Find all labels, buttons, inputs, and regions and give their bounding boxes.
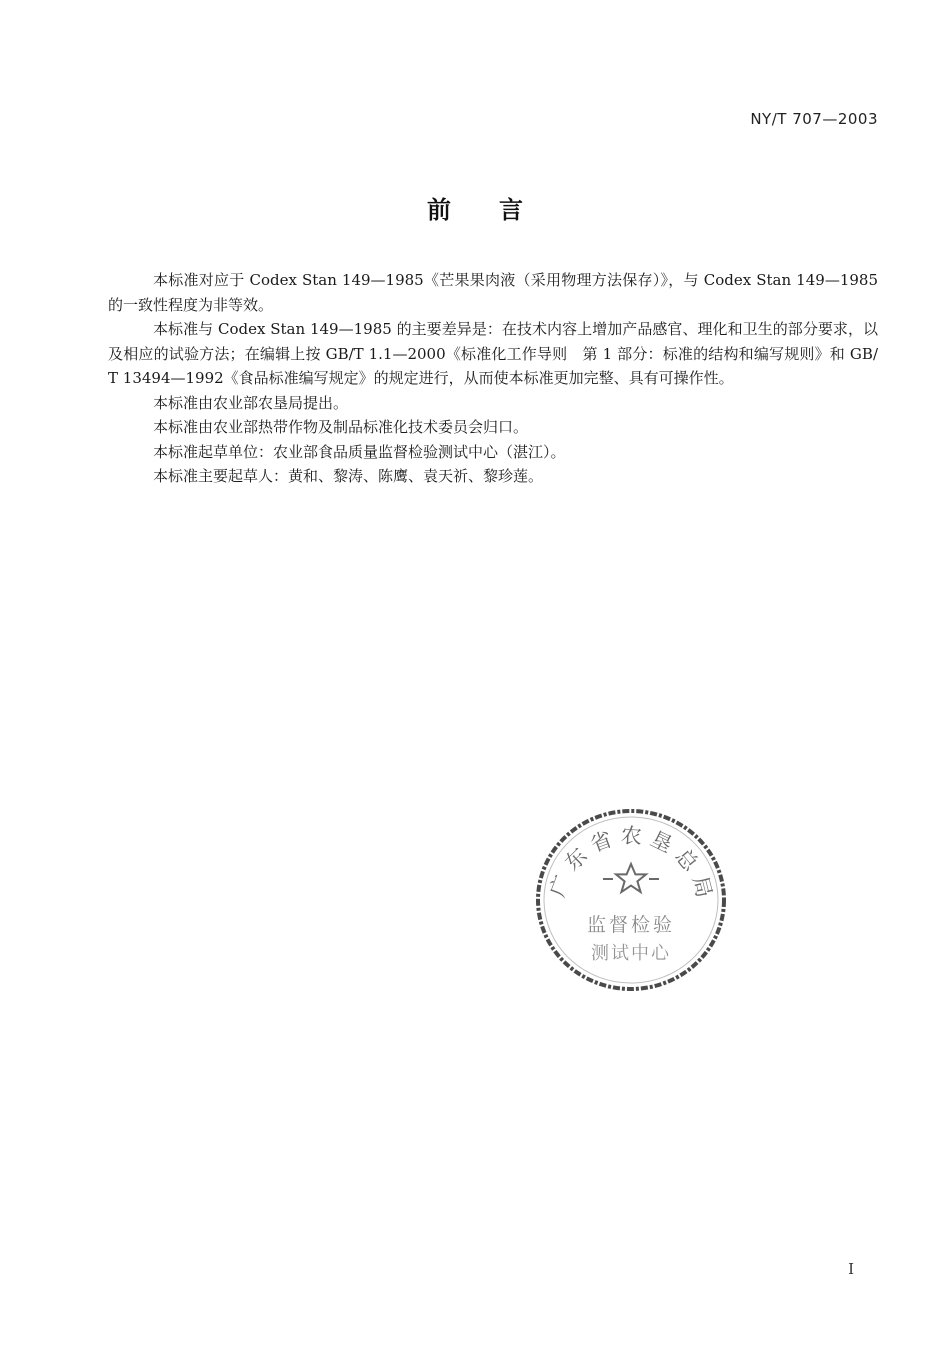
paragraph-differences: 本标准与 Codex Stan 149—1985 的主要差异是：在技术内容上增加产品感官、理化和卫生的部分要求，以及相应的试验方法；在编辑上按 GB/T 1.1—2000《标准化工作导则 第 1 部分：标准的结构和编写规则》和 GB/T 13494—1992《食品标准编写规定》的规定进行，从而使本标准更加完整、具有可操作性。 [108, 320, 878, 387]
page-title: 前言 [427, 196, 571, 224]
svg-text:测试中心: 测试中心 [591, 943, 671, 964]
paragraph-correspondence: 本标准对应于 Codex Stan 149—1985《芒果果肉液（采用物理方法保存）》，与 Codex Stan 149—1985的一致性程度为非等效。 [108, 271, 878, 314]
official-seal-stamp [534, 807, 728, 993]
svg-text:监督检验: 监督检验 [586, 914, 676, 936]
paragraph-drafting-unit: 本标准起草单位：农业部食品质量监督检验测试中心（湛江）。 [153, 442, 566, 461]
standard-number: NY/T 707—2003 [750, 110, 878, 128]
svg-text:广东省农垦总局: 广东省农垦总局 [545, 823, 718, 907]
foreword-body [108, 268, 878, 489]
paragraph-drafters: 本标准主要起草人：黄和、黎涛、陈鹰、袁天祈、黎珍莲。 [153, 467, 544, 485]
paragraph-centralizer: 本标准由农业部热带作物及制品标准化技术委员会归口。 [153, 418, 529, 436]
page-number: I [848, 1260, 854, 1278]
paragraph-proposer: 本标准由农业部农垦局提出。 [153, 393, 349, 412]
